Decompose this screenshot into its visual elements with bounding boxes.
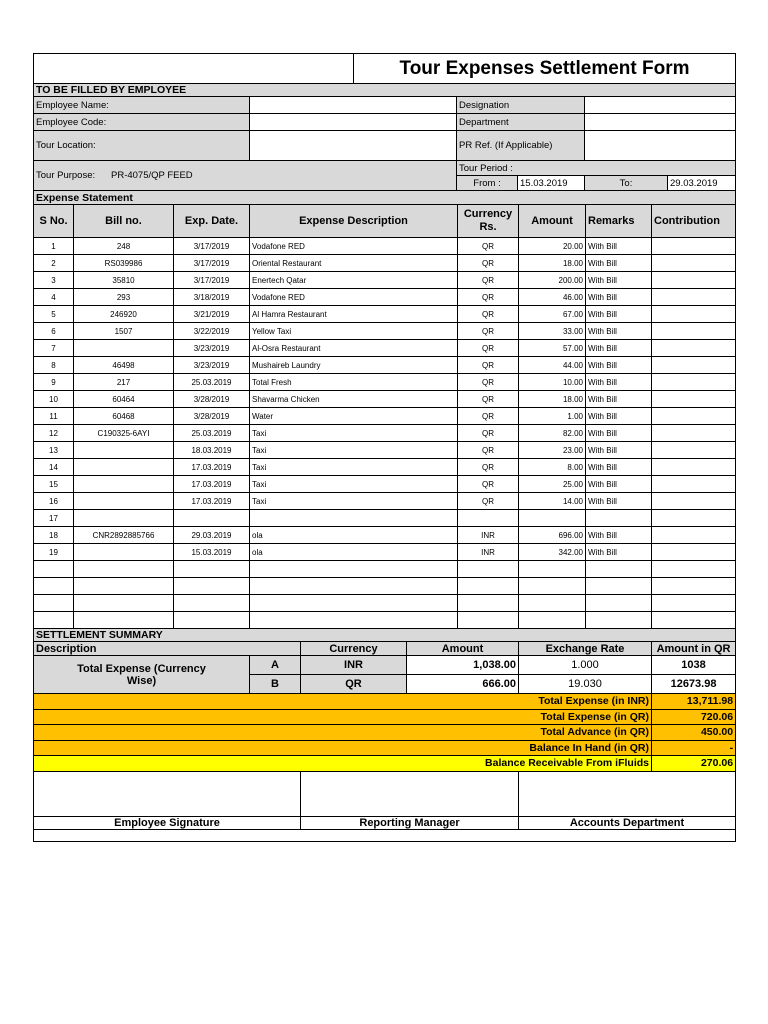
cell-currency: QR — [458, 323, 519, 340]
expense-row — [34, 527, 736, 544]
cell-amount: 46.00 — [519, 289, 586, 306]
cell-date: 25.03.2019 — [174, 425, 250, 442]
cell-amount: 18.00 — [519, 255, 586, 272]
cell-desc: Al-Osra Restaurant — [250, 340, 458, 357]
cell-sno — [34, 578, 74, 595]
cell-bill: CNR2892885766 — [74, 527, 174, 544]
cell-date: 3/23/2019 — [174, 340, 250, 357]
cell-remarks: With Bill — [586, 323, 652, 340]
cell-bill: 246920 — [74, 306, 174, 323]
summary-rate-a: 1.000 — [519, 656, 652, 675]
total-inr-value: 13,711.98 — [652, 694, 736, 710]
cell-amount: 57.00 — [519, 340, 586, 357]
cell-contribution — [652, 578, 736, 595]
cell-desc: Taxi — [250, 442, 458, 459]
cell-sno: 7 — [34, 340, 74, 357]
department-field[interactable] — [585, 114, 736, 131]
to-label: To: — [585, 176, 668, 191]
cell-amount: 1.00 — [519, 408, 586, 425]
cell-sno: 5 — [34, 306, 74, 323]
cell-contribution — [652, 425, 736, 442]
cell-currency — [458, 510, 519, 527]
manager-signature-box[interactable] — [301, 771, 519, 816]
cell-desc: Vodafone RED — [250, 289, 458, 306]
cell-amount: 33.00 — [519, 323, 586, 340]
cell-amount — [519, 612, 586, 629]
col-amount: Amount — [519, 205, 586, 238]
col-date: Exp. Date. — [174, 205, 250, 238]
expense-row — [34, 272, 736, 289]
cell-currency — [458, 578, 519, 595]
accounts-signature-label: Accounts Department — [519, 816, 736, 829]
cell-desc — [250, 595, 458, 612]
expense-row — [34, 391, 736, 408]
cell-currency: QR — [458, 391, 519, 408]
summary-rate-b: 19.030 — [519, 675, 652, 694]
expense-row — [34, 238, 736, 255]
cell-currency: QR — [458, 442, 519, 459]
total-advance-value: 450.00 — [652, 725, 736, 741]
cell-amount: 200.00 — [519, 272, 586, 289]
cell-sno: 11 — [34, 408, 74, 425]
footer-row — [34, 829, 736, 841]
cell-currency: INR — [458, 527, 519, 544]
col-remarks: Remarks — [586, 205, 652, 238]
expense-row — [34, 289, 736, 306]
cell-desc: Mushaireb Laundry — [250, 357, 458, 374]
cell-currency: INR — [458, 544, 519, 561]
cell-desc: Taxi — [250, 459, 458, 476]
cell-desc: Yellow Taxi — [250, 323, 458, 340]
cell-sno: 14 — [34, 459, 74, 476]
col-desc: Expense Description — [250, 205, 458, 238]
cell-currency: QR — [458, 374, 519, 391]
cell-desc — [250, 510, 458, 527]
cell-remarks: With Bill — [586, 408, 652, 425]
cell-sno: 13 — [34, 442, 74, 459]
cell-amount: 18.00 — [519, 391, 586, 408]
cell-sno: 15 — [34, 476, 74, 493]
cell-amount: 82.00 — [519, 425, 586, 442]
cell-desc: Water — [250, 408, 458, 425]
expense-row — [34, 595, 736, 612]
summary-section-label: SETTLEMENT SUMMARY — [34, 629, 736, 642]
tour-purpose-cell — [34, 161, 457, 191]
cell-currency: QR — [458, 289, 519, 306]
cell-remarks: With Bill — [586, 255, 652, 272]
cell-currency: QR — [458, 459, 519, 476]
cell-date: 3/18/2019 — [174, 289, 250, 306]
cell-bill: 46498 — [74, 357, 174, 374]
cell-amount: 696.00 — [519, 527, 586, 544]
cell-bill — [74, 612, 174, 629]
cell-bill: 248 — [74, 238, 174, 255]
expense-row — [34, 357, 736, 374]
signature-table — [33, 771, 736, 842]
cell-contribution — [652, 493, 736, 510]
cell-amount — [519, 561, 586, 578]
summary-amount-qr-a: 1038 — [652, 656, 736, 675]
cell-date: 3/22/2019 — [174, 323, 250, 340]
cell-currency: QR — [458, 476, 519, 493]
cell-contribution — [652, 340, 736, 357]
cell-contribution — [652, 374, 736, 391]
cell-date: 3/17/2019 — [174, 255, 250, 272]
cell-contribution — [652, 306, 736, 323]
total-qr-label: Total Expense (in QR) — [34, 709, 652, 725]
cell-remarks: With Bill — [586, 544, 652, 561]
summary-currency-a: INR — [301, 656, 407, 675]
cell-amount: 14.00 — [519, 493, 586, 510]
cell-desc: Al Hamra Restaurant — [250, 306, 458, 323]
cell-bill: RS039986 — [74, 255, 174, 272]
cell-sno: 18 — [34, 527, 74, 544]
cell-sno: 2 — [34, 255, 74, 272]
summary-col-rate: Exchange Rate — [519, 642, 652, 656]
total-expense-label: Total Expense (Currency Wise) — [34, 656, 250, 694]
cell-date: 17.03.2019 — [174, 459, 250, 476]
cell-date — [174, 561, 250, 578]
cell-currency: QR — [458, 493, 519, 510]
cell-currency: QR — [458, 306, 519, 323]
summary-key-a: A — [250, 656, 301, 675]
col-contribution: Contribution — [652, 205, 736, 238]
cell-remarks: With Bill — [586, 272, 652, 289]
cell-currency: QR — [458, 357, 519, 374]
cell-bill: 35810 — [74, 272, 174, 289]
summary-amount-a: 1,038.00 — [407, 656, 519, 675]
cell-contribution — [652, 357, 736, 374]
cell-date: 3/17/2019 — [174, 272, 250, 289]
total-inr-label: Total Expense (in INR) — [34, 694, 652, 710]
cell-bill — [74, 442, 174, 459]
summary-col-currency: Currency — [301, 642, 407, 656]
cell-desc: ola — [250, 544, 458, 561]
cell-currency — [458, 612, 519, 629]
tour-location-field[interactable] — [250, 131, 457, 161]
expense-table — [33, 190, 736, 629]
expense-row — [34, 493, 736, 510]
cell-desc: Enertech Qatar — [250, 272, 458, 289]
cell-contribution — [652, 561, 736, 578]
cell-currency: QR — [458, 425, 519, 442]
expense-row — [34, 612, 736, 629]
designation-field[interactable] — [585, 97, 736, 114]
summary-col-description: Description — [34, 642, 301, 656]
from-date-field[interactable]: 15.03.2019 — [518, 176, 585, 191]
cell-bill — [74, 578, 174, 595]
cell-contribution — [652, 442, 736, 459]
cell-date — [174, 612, 250, 629]
cell-remarks: With Bill — [586, 442, 652, 459]
form-title: Tour Expenses Settlement Form — [354, 54, 736, 84]
employee-signature-label: Employee Signature — [34, 816, 301, 829]
col-bill: Bill no. — [74, 205, 174, 238]
cell-remarks: With Bill — [586, 238, 652, 255]
cell-contribution — [652, 510, 736, 527]
cell-contribution — [652, 238, 736, 255]
expense-row — [34, 425, 736, 442]
cell-bill: 60468 — [74, 408, 174, 425]
cell-amount — [519, 578, 586, 595]
section-employee: TO BE FILLED BY EMPLOYEE — [34, 84, 736, 97]
cell-contribution — [652, 476, 736, 493]
expense-rows — [34, 238, 736, 629]
cell-date — [174, 595, 250, 612]
cell-desc: Taxi — [250, 425, 458, 442]
expense-row — [34, 578, 736, 595]
expense-row — [34, 306, 736, 323]
cell-date: 17.03.2019 — [174, 493, 250, 510]
summary-col-amount: Amount — [407, 642, 519, 656]
cell-bill: 217 — [74, 374, 174, 391]
cell-amount — [519, 510, 586, 527]
cell-remarks: With Bill — [586, 493, 652, 510]
cell-amount: 67.00 — [519, 306, 586, 323]
cell-remarks — [586, 510, 652, 527]
summary-amount-b: 666.00 — [407, 675, 519, 694]
cell-date: 29.03.2019 — [174, 527, 250, 544]
cell-bill — [74, 561, 174, 578]
cell-remarks: With Bill — [586, 476, 652, 493]
title-spacer — [34, 54, 354, 84]
total-advance-label: Total Advance (in QR) — [34, 725, 652, 741]
department-label: Department — [457, 114, 585, 131]
cell-sno: 6 — [34, 323, 74, 340]
balance-receivable-label: Balance Receivable From iFluids — [34, 756, 652, 772]
cell-date: 25.03.2019 — [174, 374, 250, 391]
cell-date: 18.03.2019 — [174, 442, 250, 459]
tour-purpose-label: Tour Purpose: — [36, 170, 96, 181]
cell-sno: 12 — [34, 425, 74, 442]
cell-date: 17.03.2019 — [174, 476, 250, 493]
balance-in-hand-label: Balance In Hand (in QR) — [34, 740, 652, 756]
expense-row — [34, 561, 736, 578]
cell-date: 3/23/2019 — [174, 357, 250, 374]
expense-row — [34, 510, 736, 527]
cell-bill — [74, 544, 174, 561]
cell-desc: Taxi — [250, 476, 458, 493]
summary-table — [33, 628, 736, 772]
cell-contribution — [652, 272, 736, 289]
cell-bill: 293 — [74, 289, 174, 306]
cell-remarks — [586, 612, 652, 629]
cell-amount: 23.00 — [519, 442, 586, 459]
cell-remarks: With Bill — [586, 425, 652, 442]
cell-remarks: With Bill — [586, 391, 652, 408]
accounts-signature-box[interactable] — [519, 771, 736, 816]
cell-sno: 19 — [34, 544, 74, 561]
cell-date: 3/28/2019 — [174, 408, 250, 425]
tour-location-label: Tour Location: — [34, 131, 250, 161]
cell-currency: QR — [458, 408, 519, 425]
cell-desc — [250, 612, 458, 629]
cell-remarks: With Bill — [586, 527, 652, 544]
cell-date — [174, 578, 250, 595]
to-date-field[interactable]: 29.03.2019 — [668, 176, 736, 191]
expense-row — [34, 374, 736, 391]
cell-currency: QR — [458, 272, 519, 289]
cell-currency — [458, 561, 519, 578]
cell-contribution — [652, 408, 736, 425]
expense-row — [34, 442, 736, 459]
expense-row — [34, 340, 736, 357]
cell-amount: 8.00 — [519, 459, 586, 476]
employee-signature-box[interactable] — [34, 771, 301, 816]
cell-bill — [74, 476, 174, 493]
cell-contribution — [652, 323, 736, 340]
expense-row — [34, 408, 736, 425]
employee-code-field[interactable] — [250, 114, 457, 131]
cell-bill — [74, 459, 174, 476]
cell-desc: ola — [250, 527, 458, 544]
cell-date: 3/28/2019 — [174, 391, 250, 408]
cell-contribution — [652, 612, 736, 629]
cell-sno — [34, 612, 74, 629]
summary-currency-b: QR — [301, 675, 407, 694]
cell-contribution — [652, 391, 736, 408]
cell-remarks — [586, 595, 652, 612]
cell-desc: Vodafone RED — [250, 238, 458, 255]
cell-remarks: With Bill — [586, 459, 652, 476]
manager-signature-label: Reporting Manager — [301, 816, 519, 829]
cell-amount: 20.00 — [519, 238, 586, 255]
cell-bill: 1507 — [74, 323, 174, 340]
cell-sno: 1 — [34, 238, 74, 255]
expense-row — [34, 255, 736, 272]
designation-label: Designation — [457, 97, 585, 114]
cell-date: 3/17/2019 — [174, 238, 250, 255]
cell-desc: Total Fresh — [250, 374, 458, 391]
cell-desc: Oriental Restaurant — [250, 255, 458, 272]
cell-remarks: With Bill — [586, 374, 652, 391]
cell-bill: C190325-6AYI — [74, 425, 174, 442]
employee-info-table — [33, 53, 736, 191]
employee-name-label: Employee Name: — [34, 97, 250, 114]
summary-amount-qr-b: 12673.98 — [652, 675, 736, 694]
cell-contribution — [652, 459, 736, 476]
cell-sno: 16 — [34, 493, 74, 510]
cell-currency: QR — [458, 255, 519, 272]
cell-contribution — [652, 595, 736, 612]
employee-code-label: Employee Code: — [34, 114, 250, 131]
cell-date — [174, 510, 250, 527]
tour-purpose-value: PR-4075/QP FEED — [111, 170, 193, 181]
cell-remarks: With Bill — [586, 340, 652, 357]
cell-desc: Taxi — [250, 493, 458, 510]
cell-currency — [458, 595, 519, 612]
cell-currency: QR — [458, 340, 519, 357]
expense-row — [34, 476, 736, 493]
cell-contribution — [652, 289, 736, 306]
cell-sno: 10 — [34, 391, 74, 408]
cell-remarks: With Bill — [586, 306, 652, 323]
expense-section-label: Expense Statement — [34, 191, 736, 205]
settlement-form — [33, 53, 735, 842]
cell-sno — [34, 561, 74, 578]
cell-contribution — [652, 544, 736, 561]
cell-bill: 60464 — [74, 391, 174, 408]
cell-currency: QR — [458, 238, 519, 255]
cell-amount: 10.00 — [519, 374, 586, 391]
cell-contribution — [652, 527, 736, 544]
tour-period-label: Tour Period : — [457, 161, 736, 176]
cell-date: 3/21/2019 — [174, 306, 250, 323]
col-sno: S No. — [34, 205, 74, 238]
cell-bill — [74, 510, 174, 527]
from-label: From : — [457, 176, 518, 191]
cell-sno: 9 — [34, 374, 74, 391]
cell-sno — [34, 595, 74, 612]
expense-row — [34, 323, 736, 340]
cell-bill — [74, 493, 174, 510]
cell-amount: 25.00 — [519, 476, 586, 493]
employee-name-field[interactable] — [250, 97, 457, 114]
balance-in-hand-value: - — [652, 740, 736, 756]
total-qr-value: 720.06 — [652, 709, 736, 725]
cell-sno: 3 — [34, 272, 74, 289]
expense-row — [34, 459, 736, 476]
cell-sno: 4 — [34, 289, 74, 306]
cell-amount: 342.00 — [519, 544, 586, 561]
cell-desc — [250, 578, 458, 595]
cell-remarks — [586, 578, 652, 595]
cell-desc: Shavarma Chicken — [250, 391, 458, 408]
cell-bill — [74, 340, 174, 357]
cell-contribution — [652, 255, 736, 272]
cell-remarks: With Bill — [586, 289, 652, 306]
cell-desc — [250, 561, 458, 578]
balance-receivable-value: 270.06 — [652, 756, 736, 772]
pr-ref-field[interactable] — [585, 131, 736, 161]
cell-remarks: With Bill — [586, 357, 652, 374]
cell-sno: 17 — [34, 510, 74, 527]
cell-amount: 44.00 — [519, 357, 586, 374]
cell-remarks — [586, 561, 652, 578]
pr-ref-label: PR Ref. (If Applicable) — [457, 131, 585, 161]
cell-bill — [74, 595, 174, 612]
cell-amount — [519, 595, 586, 612]
summary-col-amount-qr: Amount in QR — [652, 642, 736, 656]
col-currency: Currency Rs. — [458, 205, 519, 238]
expense-row — [34, 544, 736, 561]
cell-date: 15.03.2019 — [174, 544, 250, 561]
cell-sno: 8 — [34, 357, 74, 374]
summary-key-b: B — [250, 675, 301, 694]
